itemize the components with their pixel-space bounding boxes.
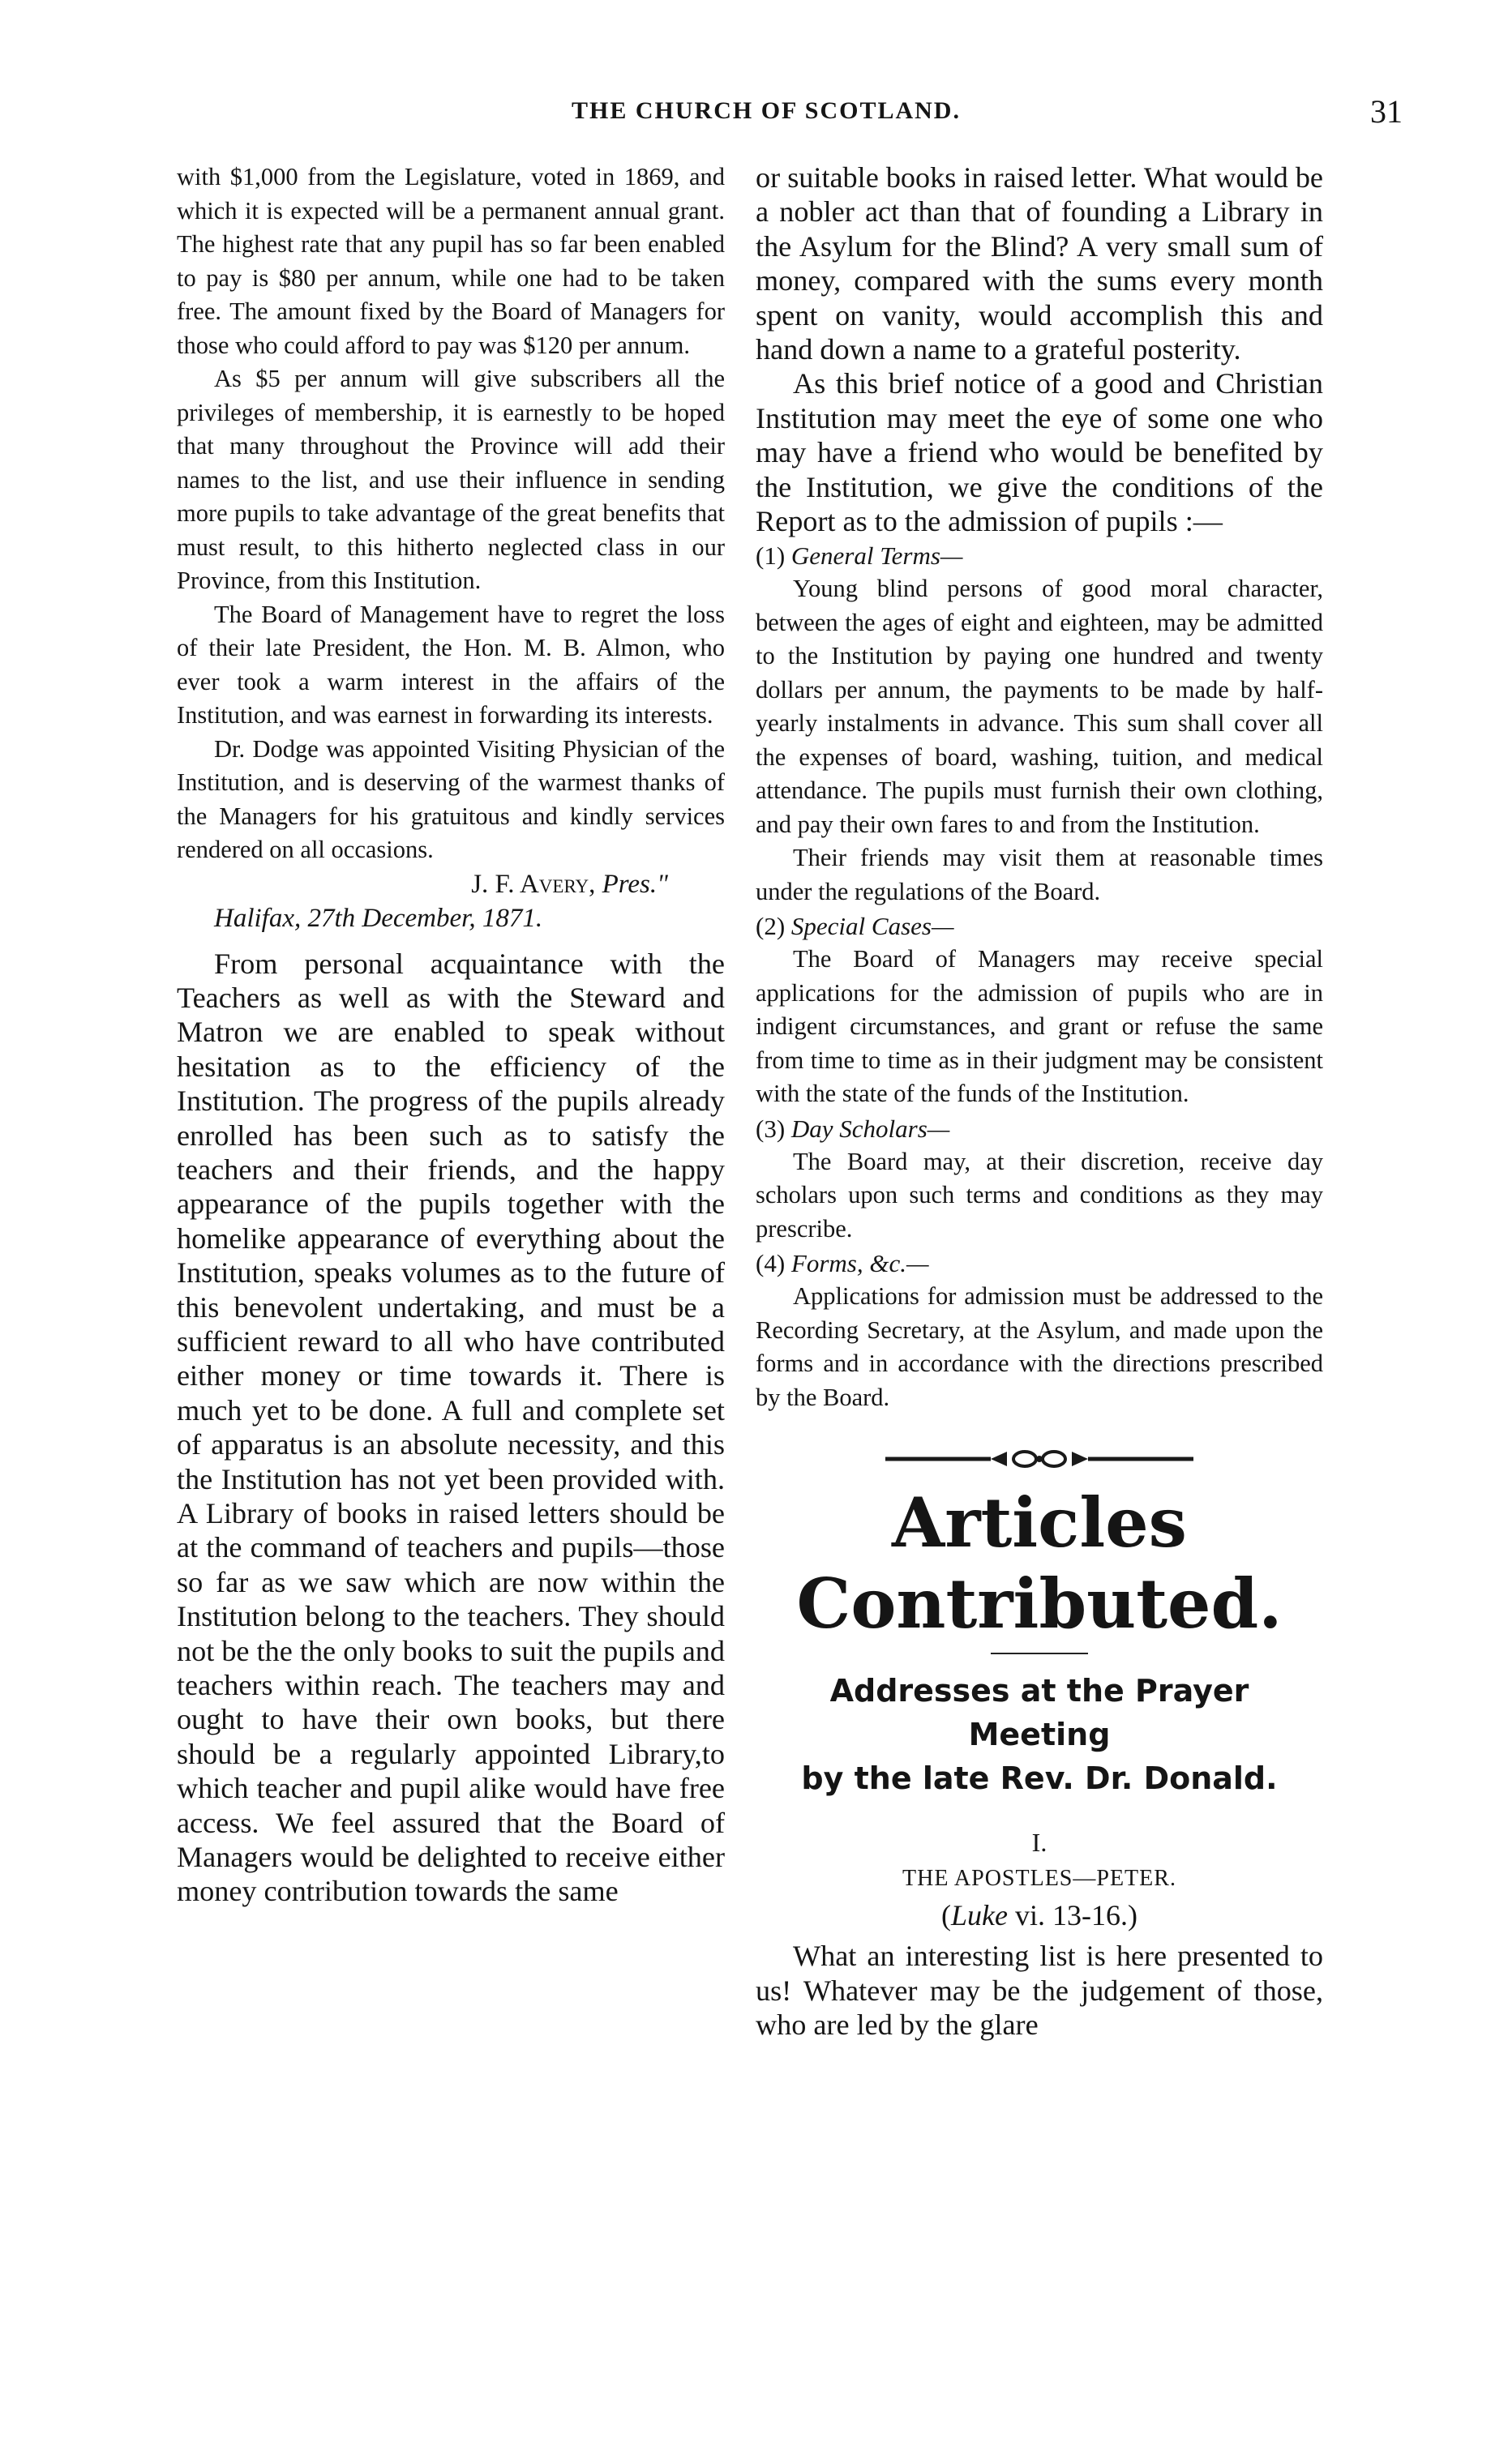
condition-text: Applications for admission must be addressed to the Recording Secretary, at the Asylum, and made upon the forms and in accordance with the directions prescribed by the Board. [756,1282,1323,1411]
article-title-line-1: Addresses at the Prayer Meeting [829,1673,1249,1753]
scripture-reference: (Luke vi. 13-16.) [941,1899,1137,1932]
running-head [130,88,1403,136]
paragraph-suitable-books: or suitable books in raised letter. What would be a nobler act than that of founding a Library in the Asylum for the Blind? A very small sum of money, compared with the sums every month spent on vanity, would accomplish this and hand down a name to a grateful posterity. [756,161,1323,366]
section-heading-articles-contributed: Articles Contributed. [796,1482,1283,1645]
condition-heading: (1) General Terms— [756,541,963,571]
paragraph-personal-acquaintance: From personal acquaintance with the Teachers as well as with the Steward and Matron we are enabled to speak without hesitation as to the efficiency of the Institution. The progress of the pupils already enrolled has been such as to satisfy the teachers and their friends, and the happy appearance of the pupils together with the homelike appearance of everything about the Institution, speaks volumes as to the future of this benevolent undertaking, and must be a sufficient reward to all who have contributed either money or time towards it. There is much yet to be done. A full and complete set of apparatus is an absolute necessity, and this the Institution has not yet been provided with. A Library of books in raised letters should be at the command of teachers and pupils—those so far as we saw which are now within the Institution belong to the teachers. They should not be the the only books to suit the pupils and teachers within reach. The teachers may and ought to have their own books, but there should be a regularly appointed Library,to which teacher and pupil alike would have free access. We feel assured that the Board of Managers would be delighted to receive either money contribution towards the same [177,947,725,1908]
article-subtitle: THE APOSTLES—PETER. [902,1866,1176,1892]
condition-text: The Board of Managers may receive special applications for the admission of pupils who are in indigent circumstances, and grant or refuse the same from time to time as in their judgment may be consistent with the state of the funds of the Institution. [756,945,1323,1108]
scripture-book: Luke [951,1899,1008,1932]
paragraph-legislature-grant: with $1,000 from the Legislature, voted in 1869, and which it is expected will be a permanent annual grant. The highest rate that any pupil has so far been enabled to pay is $80 per annum, while one had to be taken free. The amount fixed by the Board of Managers for those who could afford to pay was $120 per annum. [177,163,725,359]
condition-day-scholars [756,1113,1323,1247]
article-title-line-2: by the late Rev. Dr. Donald. [801,1760,1278,1797]
condition-general-terms [756,540,1323,909]
condition-text: The Board may, at their discretion, receive day scholars upon such terms and conditions as they may prescribe. [756,1147,1323,1243]
condition-forms [756,1247,1323,1414]
condition-special-cases [756,910,1323,1111]
heading-rule [991,1653,1088,1654]
condition-heading: (2) Special Cases— [756,912,954,941]
scripture-verses: vi. 13-16. [1014,1899,1128,1932]
right-column [756,160,1323,2043]
condition-text: Their friends may visit them at reasonable times under the regulations of the Board. [756,844,1323,905]
paragraph-opening: What an interesting list is here presented to us! Whatever may be the judgement of those, who are led by the glare [756,1940,1323,2042]
paragraph-dr-dodge: Dr. Dodge was appointed Visiting Physician of the Institution, and is deserving of the warmest thanks of the Managers for his gratuitous and kindly services rendered on all occasions. [177,734,725,863]
condition-text: Young blind persons of good moral character, between the ages of eight and eighteen, may be admitted to the Institution by paying one hundred and twenty dollars per annum, the payments to be made by half-yearly instalments in advance. This sum shall cover all the expenses of board, washing, tuition, and medical attendance. The pupils must furnish their own clothing, and pay their own fares to and from the Institution. [756,575,1323,838]
signature-name: J. F. Avery, [471,869,596,899]
left-column [177,160,725,1909]
article-number: I. [1031,1828,1047,1858]
running-title: THE CHURCH OF SCOTLAND. [572,97,961,124]
condition-heading: (3) Day Scholars— [756,1114,950,1143]
paragraph-subscribers: As $5 per annum will give subscribers all the privileges of membership, it is earnestly to be hoped that many throughout the Province will add their names to the list, and use their influence in sending more pupils to take advantage of the great benefits that must result, to this hitherto neglected class in our Province, from this Institution. [177,365,725,594]
date-line: Halifax, 27th December, 1871. [214,903,543,933]
condition-heading: (4) Forms, &c.— [756,1249,929,1278]
signature [177,867,725,901]
paragraph-board-regret: The Board of Management have to regret the loss of their late President, the Hon. M. B. Almon, who ever took a warm interest in the affairs of the Institution, and was earnest in forwarding its interests. [177,600,725,729]
signature-title: Pres." [602,869,668,899]
page-number: 31 [1370,93,1403,130]
paragraph-brief-notice: As this brief notice of a good and Christian Institution may meet the eye of some one who may have a friend who would be benefited by the Institution, we give the conditions of the Report as to the admission of pupils :— [756,367,1323,538]
ornament-divider [885,1447,1193,1471]
